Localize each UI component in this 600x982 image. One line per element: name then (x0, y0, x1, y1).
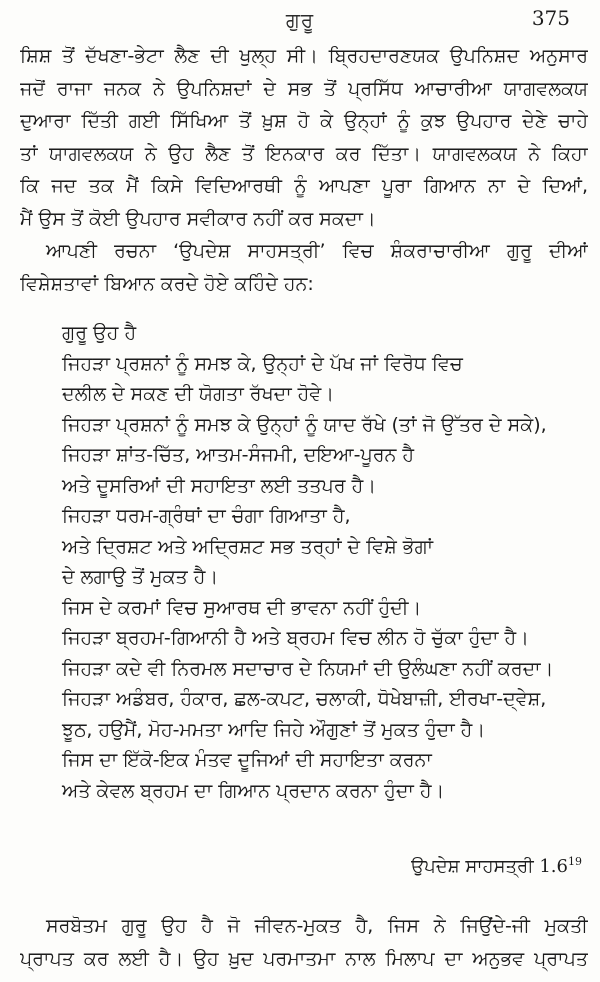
verse-line: ਦਲੀਲ ਦੇ ਸਕਣ ਦੀ ਯੋਗਤਾ ਰੱਖਦਾ ਹੋਵੇ। (62, 383, 335, 405)
verse-line: ਝੂਠ, ਹਉਮੈਂ, ਮੋਹ-ਮਮਤਾ ਆਦਿ ਜਿਹੇ ਔਗੁਣਾਂ ਤੋਂ ਮੁਕਤ ਹੁੰਦਾ ਹੈ। (62, 718, 486, 741)
paragraph-line: ਦੁਆਰਾ ਦਿੱਤੀ ਗਈ ਸਿੱਖਿਆ ਤੋਂ ਖ਼ੁਸ਼ ਹੋ ਕੇ ਉਨ੍ਹਾਂ ਨੂੰ ਕੁਝ ਉਪਹਾਰ ਦੇਣੇ ਚਾਹੇ (20, 110, 588, 132)
verse-line: ਜਿਸ ਦਾ ਇੱਕੋ-ਇਕ ਮੰਤਵ ਦੂਜਿਆਂ ਦੀ ਸਹਾਇਤਾ ਕਰਨਾ (62, 749, 432, 771)
paragraph-line: ਆਪਣੀ ਰਚਨਾ ‘ਉਪਦੇਸ਼ ਸਾਹਸਤ੍ਰੀ’ ਵਿਚ ਸ਼ੰਕਰਾਚਾਰੀਆ ਗੁਰੂ ਦੀਆਂ (46, 240, 588, 262)
paragraph-line: ਕਿ ਜਦ ਤਕ ਮੈਂ ਕਿਸੇ ਵਿਦਿਆਰਥੀ ਨੂੰ ਆਪਣਾ ਪੂਰਾ ਗਿਆਨ ਨਾ ਦੇ ਦਿਆਂ, (20, 175, 588, 197)
running-header-title: ਗੁਰੂ (285, 8, 315, 32)
paragraph-line: ਮੈਂ ਉਸ ਤੋਂ ਕੋਈ ਉਪਹਾਰ ਸਵੀਕਾਰ ਨਹੀਂ ਕਰ ਸਕਦਾ। (20, 207, 376, 230)
citation-source: ਉਪਦੇਸ਼ ਸਾਹਸਤ੍ਰੀ (411, 856, 534, 877)
paragraph-1 (20, 40, 588, 235)
verse-line: ਅਤੇ ਕੇਵਲ ਬ੍ਰਹਮ ਦਾ ਗਿਆਨ ਪ੍ਰਦਾਨ ਕਰਨਾ ਹੁੰਦਾ ਹੈ। (62, 779, 445, 802)
verse-line: ਜਿਹੜਾ ਸ਼ਾਂਤ-ਚਿੱਤ, ਆਤਮ-ਸੰਜਮੀ, ਦਇਆ-ਪੂਰਨ ਹੈ (62, 444, 415, 466)
verse-line: ਜਿਹੜਾ ਬ੍ਰਹਮ-ਗਿਆਨੀ ਹੈ ਅਤੇ ਬ੍ਰਹਮ ਵਿਚ ਲੀਨ ਹੋ ਚੁੱਕਾ ਹੁੰਦਾ ਹੈ। (62, 627, 529, 649)
paragraph-2 (20, 235, 588, 300)
paragraph-3 (20, 910, 588, 975)
verse-line: ਜਿਹੜਾ ਕਦੇ ਵੀ ਨਿਰਮਲ ਸਦਾਚਾਰ ਦੇ ਨਿਯਮਾਂ ਦੀ ਉਲੰਘਣਾ ਨਹੀਂ ਕਰਦਾ। (62, 657, 554, 680)
verse-citation (411, 855, 582, 877)
quoted-verse (62, 318, 588, 806)
verse-line: ਜਿਹੜਾ ਧਰਮ-ਗ੍ਰੰਥਾਂ ਦਾ ਚੰਗਾ ਗਿਆਤਾ ਹੈ, (62, 505, 351, 527)
paragraph-line: ਤਾਂ ਯਾਗਵਲਕਯ ਨੇ ਉਹ ਲੈਣ ਤੋਂ ਇਨਕਾਰ ਕਰ ਦਿੱਤਾ। ਯਾਗਵਲਕਯ ਨੇ ਕਿਹਾ (20, 142, 588, 165)
page-number: 375 (531, 6, 570, 30)
verse-line: ਦੇ ਲਗਾਉ ਤੋਂ ਮੁਕਤ ਹੈ। (62, 566, 219, 588)
verse-line: ਜਿਹੜਾ ਅਡੰਬਰ, ਹੰਕਾਰ, ਛਲ-ਕਪਟ, ਚਲਾਕੀ, ਧੋਖੇਬਾਜ਼ੀ, ਈਰਖਾ-ਦ੍ਵੇਸ਼, (62, 688, 547, 710)
verse-line: ਗੁਰੂ ਉਹ ਹੈ (62, 322, 137, 344)
paragraph-line: ਵਿਸ਼ੇਸ਼ਤਾਵਾਂ ਬਿਆਨ ਕਰਦੇ ਹੋਏ ਕਹਿੰਦੇ ਹਨ: (20, 272, 314, 295)
verse-line: ਅਤੇ ਦ੍ਰਿਸ਼ਟ ਅਤੇ ਅਦ੍ਰਿਸ਼ਟ ਸਭ ਤਰ੍ਹਾਂ ਦੇ ਵਿਸ਼ੇ ਭੋਗਾਂ (62, 535, 434, 558)
footnote-marker: 19 (568, 855, 582, 868)
paragraph-line: ਜਦੋਂ ਰਾਜਾ ਜਨਕ ਨੇ ਉਪਨਿਸ਼ਦਾਂ ਦੇ ਸਭ ਤੋਂ ਪ੍ਰਸਿੱਧ ਆਚਾਰੀਆ ਯਾਗਵਲਕਯ (20, 77, 588, 100)
paragraph-line: ਸਰਬੋਤਮ ਗੁਰੂ ਉਹ ਹੈ ਜੋ ਜੀਵਨ-ਮੁਕਤ ਹੈ, ਜਿਸ ਨੇ ਜਿਉਂਦੇ-ਜੀ ਮੁਕਤੀ (46, 915, 588, 937)
verse-line: ਜਿਹੜਾ ਪ੍ਰਸ਼ਨਾਂ ਨੂੰ ਸਮਝ ਕੇ, ਉਨ੍ਹਾਂ ਦੇ ਪੱਖ ਜਾਂ ਵਿਰੋਧ ਵਿਚ (62, 352, 463, 375)
verse-line: ਜਿਹੜਾ ਪ੍ਰਸ਼ਨਾਂ ਨੂੰ ਸਮਝ ਕੇ ਉਨ੍ਹਾਂ ਨੂੰ ਯਾਦ ਰੱਖੇ (ਤਾਂ ਜੋ ਉੱਤਰ ਦੇ ਸਕੇ), (62, 413, 547, 436)
verse-line: ਅਤੇ ਦੂਸਰਿਆਂ ਦੀ ਸਹਾਇਤਾ ਲਈ ਤਤਪਰ ਹੈ। (62, 474, 377, 497)
verse-line: ਜਿਸ ਦੇ ਕਰਮਾਂ ਵਿਚ ਸੁਆਰਥ ਦੀ ਭਾਵਨਾ ਨਹੀਂ ਹੁੰਦੀ। (62, 596, 422, 619)
paragraph-line: ਸ਼ਿਸ਼ ਤੋਂ ਦੱਖਣਾ-ਭੇਟਾ ਲੈਣ ਦੀ ਖੁਲ੍ਹ ਸੀ। ਬ੍ਰਿਹਦਾਰਣਯਕ ਉਪਨਿਸ਼ਦ ਅਨੁਸਾਰ (20, 45, 588, 67)
citation-reference: 1.6 (539, 856, 568, 877)
paragraph-line: ਪ੍ਰਾਪਤ ਕਰ ਲਈ ਹੈ। ਉਹ ਖ਼ੁਦ ਪਰਮਾਤਮਾ ਨਾਲ ਮਿਲਾਪ ਦਾ ਅਨੁਭਵ ਪ੍ਰਾਪਤ (20, 947, 588, 970)
